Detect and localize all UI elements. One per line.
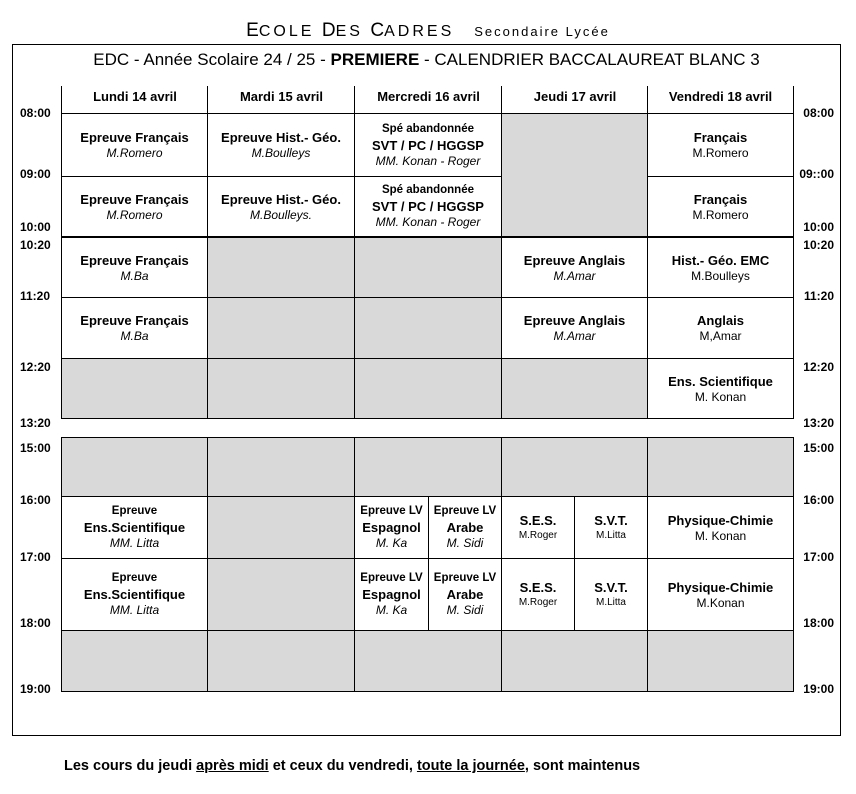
teacher-name: M.Boulleys bbox=[691, 268, 750, 283]
teacher-name: M. Sidi bbox=[446, 536, 484, 550]
exam-slot bbox=[354, 558, 429, 631]
exam-kind: Epreuve LV bbox=[360, 505, 423, 517]
subject-name: Arabe bbox=[446, 587, 484, 602]
exam-slot bbox=[61, 496, 208, 559]
teacher-name: M.Roger bbox=[518, 597, 558, 608]
footer-note bbox=[64, 758, 640, 774]
note-text: et ceux du vendredi, bbox=[268, 758, 417, 774]
exam-slot bbox=[501, 297, 648, 359]
exam-kind: Spé abandonnée bbox=[381, 184, 475, 196]
time-label-left: 19:00 bbox=[20, 682, 51, 696]
empty-slot bbox=[207, 297, 355, 359]
exam-kind: Epreuve bbox=[111, 505, 158, 517]
empty-slot bbox=[207, 358, 355, 419]
subject-name: Epreuve Hist.- Géo. bbox=[221, 130, 341, 145]
page-title: EDC - Année Scolaire 24 / 25 - PREMIERE - CALENDRIER BACCALAUREAT BLANC 3 bbox=[93, 50, 760, 69]
time-label-left: 18:00 bbox=[20, 616, 51, 630]
teacher-name: MM. Konan - Roger bbox=[375, 153, 481, 168]
subject-name: Ens.Scientifique bbox=[83, 587, 186, 602]
subject-name: Physique-Chimie bbox=[667, 512, 774, 528]
exam-slot bbox=[207, 176, 355, 237]
exam-slot bbox=[354, 496, 429, 559]
day-header: Mardi 15 avril bbox=[207, 86, 355, 113]
day-header: Jeudi 17 avril bbox=[501, 86, 648, 113]
time-label-right: 09::00 bbox=[799, 167, 834, 181]
exam-slot bbox=[61, 297, 208, 359]
teacher-name: MM. Litta bbox=[109, 603, 160, 617]
empty-slot bbox=[207, 496, 355, 559]
time-label-left: 12:20 bbox=[20, 360, 51, 374]
empty-slot bbox=[207, 558, 355, 631]
exam-slot bbox=[647, 358, 794, 419]
teacher-name: MM. Konan - Roger bbox=[375, 215, 481, 229]
school-initial: D bbox=[321, 20, 336, 41]
time-label-right: 18:00 bbox=[803, 616, 834, 630]
exam-slot bbox=[501, 237, 648, 298]
time-label-right: 17:00 bbox=[803, 550, 834, 564]
school-initial: E bbox=[246, 20, 259, 41]
subject-name: SVT / PC / HGGSP bbox=[372, 137, 484, 153]
exam-slot bbox=[354, 113, 502, 177]
empty-slot bbox=[61, 630, 208, 692]
time-label-left: 13:20 bbox=[20, 416, 51, 430]
teacher-name: M.Ba bbox=[120, 329, 149, 343]
time-label-right: 16:00 bbox=[803, 493, 834, 507]
teacher-name: M.Amar bbox=[553, 329, 596, 343]
teacher-name: M.Romero bbox=[692, 207, 749, 222]
subject-name: Arabe bbox=[446, 520, 484, 535]
exam-slot bbox=[501, 558, 575, 631]
empty-slot bbox=[354, 437, 502, 497]
subject-name: Anglais bbox=[697, 313, 744, 328]
teacher-name: M.Boulleys. bbox=[249, 207, 313, 222]
subject-name: Epreuve Hist.- Géo. bbox=[221, 191, 341, 207]
exam-slot bbox=[61, 176, 208, 237]
teacher-name: M.Konan bbox=[696, 595, 745, 610]
subject-name: Epreuve Français bbox=[80, 313, 189, 328]
subject-name: S.E.S. bbox=[519, 580, 557, 595]
teacher-name: M.Romero bbox=[106, 207, 163, 222]
empty-slot bbox=[354, 297, 502, 359]
teacher-name: M.Roger bbox=[518, 530, 558, 541]
exam-kind: Spé abandonnée bbox=[381, 122, 475, 135]
teacher-name: M. Ka bbox=[375, 536, 408, 550]
subject-name: SVT / PC / HGGSP bbox=[372, 199, 484, 214]
time-label-left: 10:20 bbox=[20, 238, 51, 252]
time-label-right: 08:00 bbox=[803, 106, 834, 120]
exam-slot bbox=[647, 558, 794, 631]
empty-slot bbox=[207, 237, 355, 298]
teacher-name: M. Konan bbox=[694, 528, 747, 543]
school-word: COLE bbox=[258, 23, 322, 40]
day-header: Vendredi 18 avril bbox=[647, 86, 794, 113]
teacher-name: M. Ka bbox=[375, 603, 408, 617]
teacher-name: M. Sidi bbox=[446, 603, 484, 617]
time-label-right: 10:20 bbox=[803, 238, 834, 252]
empty-slot bbox=[207, 630, 355, 692]
subject-name: Epreuve Anglais bbox=[523, 252, 626, 268]
empty-slot bbox=[61, 437, 208, 497]
subject-name: Hist.- Géo. EMC bbox=[671, 252, 770, 268]
teacher-name: M,Amar bbox=[699, 329, 742, 343]
subject-name: S.V.T. bbox=[594, 580, 628, 595]
exam-kind: Epreuve LV bbox=[433, 505, 497, 517]
empty-slot bbox=[207, 437, 355, 497]
day-header: Mercredi 16 avril bbox=[354, 86, 502, 113]
subject-name: Epreuve Français bbox=[80, 191, 189, 207]
teacher-name: M. Konan bbox=[694, 389, 747, 404]
empty-slot bbox=[647, 437, 794, 497]
exam-slot bbox=[647, 113, 794, 177]
exam-slot bbox=[647, 176, 794, 237]
school-word: ADRES bbox=[384, 23, 455, 40]
time-label-left: 08:00 bbox=[20, 106, 51, 120]
time-label-left: 16:00 bbox=[20, 493, 51, 507]
subject-name: S.V.T. bbox=[594, 513, 628, 528]
empty-slot bbox=[501, 630, 648, 692]
time-label-right: 15:00 bbox=[803, 441, 834, 455]
school-word: ES bbox=[335, 23, 371, 40]
time-label-right: 13:20 bbox=[803, 416, 834, 430]
exam-slot bbox=[61, 558, 208, 631]
empty-slot bbox=[354, 237, 502, 298]
subject-name: S.E.S. bbox=[519, 513, 557, 528]
teacher-name: M.Amar bbox=[553, 268, 596, 283]
exam-kind: Epreuve LV bbox=[433, 572, 497, 584]
teacher-name: M.Romero bbox=[106, 146, 163, 160]
subject-name: Français bbox=[693, 191, 748, 207]
exam-slot bbox=[354, 176, 502, 237]
empty-slot bbox=[354, 358, 502, 419]
exam-slot bbox=[61, 113, 208, 177]
exam-slot bbox=[574, 558, 648, 631]
time-label-left: 15:00 bbox=[20, 441, 51, 455]
teacher-name: M.Boulleys bbox=[251, 146, 311, 160]
note-emphasis: après midi bbox=[196, 758, 269, 774]
exam-kind: Epreuve LV bbox=[360, 572, 423, 584]
time-label-right: 19:00 bbox=[803, 682, 834, 696]
teacher-name: M.Romero bbox=[692, 146, 749, 160]
note-text: , sont maintenus bbox=[524, 758, 641, 774]
exam-slot bbox=[647, 237, 794, 298]
empty-slot bbox=[61, 358, 208, 419]
empty-slot bbox=[647, 630, 794, 692]
subject-name: Epreuve Anglais bbox=[523, 313, 626, 328]
exam-slot bbox=[647, 496, 794, 559]
teacher-name: M.Litta bbox=[595, 530, 626, 541]
subject-name: Epreuve Français bbox=[80, 130, 189, 145]
exam-slot bbox=[647, 297, 794, 359]
note-text: Les cours du jeudi bbox=[64, 758, 197, 774]
teacher-name: M.Litta bbox=[595, 597, 626, 608]
school-initial: C bbox=[370, 20, 385, 41]
exam-slot bbox=[501, 496, 575, 559]
note-emphasis: toute la journée bbox=[416, 758, 525, 774]
subject-name: Français bbox=[693, 130, 748, 145]
time-label-left: 09:00 bbox=[20, 167, 51, 181]
time-label-right: 10:00 bbox=[803, 220, 834, 234]
exam-slot bbox=[428, 496, 502, 559]
subject-name: Ens.Scientifique bbox=[83, 520, 186, 535]
empty-slot bbox=[501, 113, 648, 237]
school-section: Secondaire Lycée bbox=[474, 24, 610, 39]
time-label-right: 12:20 bbox=[803, 360, 834, 374]
time-label-right: 11:20 bbox=[803, 289, 834, 303]
empty-slot bbox=[354, 630, 502, 692]
school-name bbox=[0, 20, 856, 42]
teacher-name: MM. Litta bbox=[109, 536, 160, 550]
subject-name: Espagnol bbox=[362, 520, 421, 535]
empty-slot bbox=[501, 437, 648, 497]
exam-slot bbox=[61, 237, 208, 298]
time-label-left: 10:00 bbox=[20, 220, 51, 234]
day-header: Lundi 14 avril bbox=[61, 86, 208, 113]
time-label-left: 11:20 bbox=[20, 289, 51, 303]
exam-slot bbox=[574, 496, 648, 559]
empty-slot bbox=[501, 358, 648, 419]
time-label-left: 17:00 bbox=[20, 550, 51, 564]
exam-slot bbox=[428, 558, 502, 631]
exam-slot bbox=[207, 113, 355, 177]
subject-name: Espagnol bbox=[362, 587, 421, 602]
subject-name: Physique-Chimie bbox=[667, 579, 774, 595]
subject-name: Epreuve Français bbox=[80, 252, 189, 268]
exam-kind: Epreuve bbox=[111, 572, 158, 584]
subject-name: Ens. Scientifique bbox=[668, 373, 773, 389]
teacher-name: M.Ba bbox=[120, 268, 149, 283]
